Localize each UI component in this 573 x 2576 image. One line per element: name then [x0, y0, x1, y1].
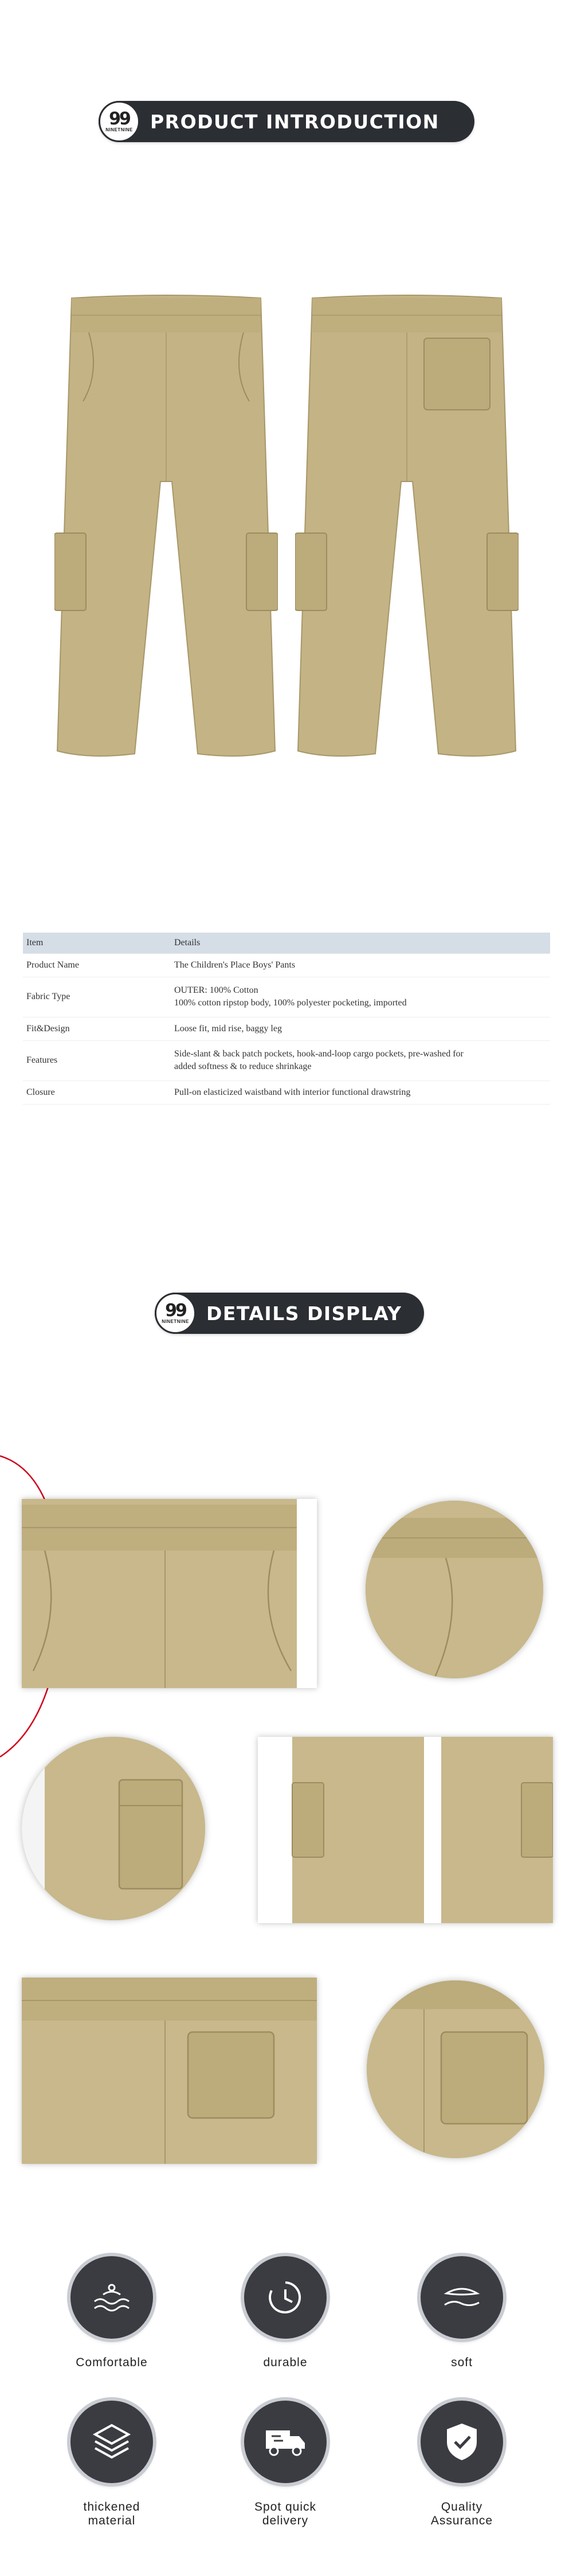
detail-waistband-circle [366, 1501, 543, 1678]
feature-label: thickened material [83, 2500, 140, 2527]
brand-logo: 99 NINETNINE [155, 1293, 196, 1334]
header-details: Details [171, 933, 550, 953]
table-row [23, 953, 550, 977]
pants-back-image [295, 292, 519, 768]
row-item: Features [23, 1040, 171, 1080]
table-row [23, 977, 550, 1017]
pants-front-image [54, 292, 278, 768]
row-details: OUTER: 100% Cotton 100% cotton ripstop body, 100% polyester pocketing, imported [171, 977, 550, 1017]
spec-table-header [23, 933, 550, 953]
spec-table [23, 933, 550, 1105]
clock-icon [244, 2256, 327, 2339]
feature-label: durable [263, 2356, 308, 2369]
feature-soft [393, 2256, 531, 2370]
feature-label: Spot quick delivery [254, 2500, 317, 2527]
feature-comfortable [43, 2256, 180, 2370]
table-row [23, 1040, 550, 1080]
feature-quality-assurance [393, 2401, 531, 2528]
comfort-icon [70, 2256, 153, 2339]
feature-durable [217, 2256, 354, 2370]
layers-icon [70, 2401, 153, 2483]
feature-spot-quick-delivery [217, 2401, 354, 2528]
truck-icon [244, 2401, 327, 2483]
row-item: Fit&Design [23, 1017, 171, 1040]
feature-thickened-material [43, 2401, 180, 2528]
row-details: Side-slant & back patch pockets, hook-and-loop cargo pockets, pre-washed for added softness & to reduce shrinkage [171, 1040, 550, 1080]
section-title: DETAILS DISPLAY [206, 1302, 402, 1325]
row-item: Product Name [23, 953, 171, 977]
product-introduction-header [99, 101, 474, 142]
detail-waistband-image [22, 1499, 317, 1688]
row-details: Loose fit, mid rise, baggy leg [171, 1017, 550, 1040]
header-item: Item [23, 933, 171, 953]
row-details: The Children's Place Boys' Pants [171, 953, 550, 977]
brand-logo: 99 NINETNINE [99, 101, 140, 142]
shield-check-icon [421, 2401, 503, 2483]
detail-back-image [22, 1978, 317, 2164]
detail-cargo-pocket-image [258, 1737, 553, 1923]
detail-back-pocket-circle [367, 1980, 544, 2158]
details-display-header [155, 1293, 424, 1334]
row-item: Closure [23, 1080, 171, 1104]
table-row [23, 1080, 550, 1104]
row-item: Fabric Type [23, 977, 171, 1017]
feature-label: soft [451, 2356, 473, 2369]
row-details: Pull-on elasticized waistband with interior functional drawstring [171, 1080, 550, 1104]
feature-label: Comfortable [76, 2356, 148, 2369]
detail-cargo-pocket-circle [22, 1737, 205, 1920]
feather-hand-icon [421, 2256, 503, 2339]
feature-label: Quality Assurance [430, 2500, 493, 2527]
table-row [23, 1017, 550, 1040]
section-title: PRODUCT INTRODUCTION [150, 110, 439, 133]
